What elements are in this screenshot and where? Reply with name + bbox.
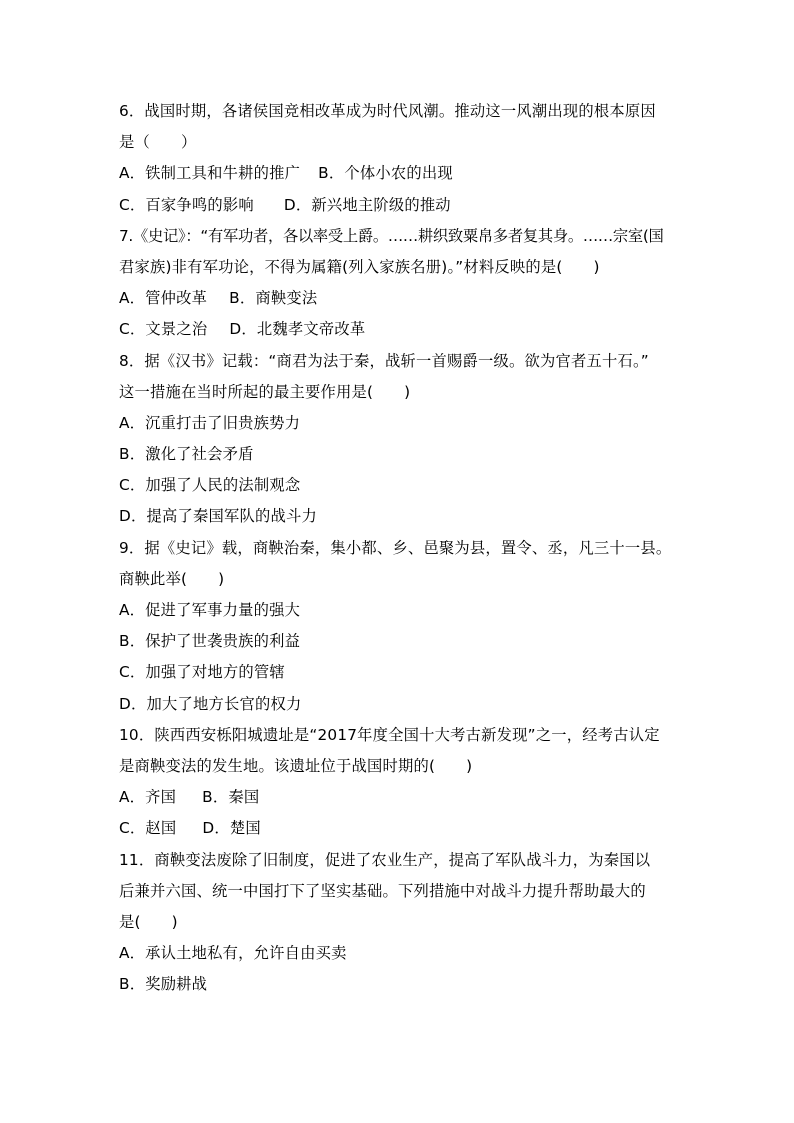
option-row xyxy=(119,283,684,314)
option-a: A．管仲改革 xyxy=(119,289,208,308)
question-text-line: 11．商鞅变法废除了旧制度，促进了农业生产，提高了军队战斗力，为秦国以 xyxy=(119,850,651,869)
option-b: B．奖励耕战 xyxy=(119,975,208,994)
question-text-line: 是（ ） xyxy=(119,133,197,152)
question-9 xyxy=(119,533,684,720)
option-d: D．新兴地主阶级的推动 xyxy=(283,195,451,214)
question-text-line: 9．据《史记》载，商鞅治秦，集小都、乡、邑聚为县，置令、丞，凡三十一县。 xyxy=(119,538,672,557)
option-c: C．加强了人民的法制观念 xyxy=(119,476,301,495)
question-text-line: 10．陕西西安栎阳城遗址是“2017年度全国十大考古新发现”之一，经考古认定 xyxy=(119,725,660,744)
option-row xyxy=(119,314,684,345)
option-c: C．加强了对地方的管辖 xyxy=(119,663,285,682)
option-d: D．楚国 xyxy=(202,819,261,838)
question-text-line: 6．战国时期，各诸侯国竞相改革成为时代风潮。推动这一风潮出现的根本原因 xyxy=(119,102,656,120)
option-d: D．加大了地方长官的权力 xyxy=(119,694,302,713)
question-11 xyxy=(119,845,684,1001)
option-d: D．提高了秦国军队的战斗力 xyxy=(119,507,317,526)
option-b: B．个体小农的出现 xyxy=(318,164,453,183)
option-row xyxy=(119,190,684,221)
option-c: C．赵国 xyxy=(119,819,177,838)
question-text-line: 是商鞅变法的发生地。该遗址位于战国时期的( ) xyxy=(119,756,473,775)
question-text-line: 是( ) xyxy=(119,912,178,931)
question-text-line: 8．据《汉书》记载：“商君为法于秦，战斩一首赐爵一级。欲为官者五十石。” xyxy=(119,351,649,370)
option-b: B．商鞅变法 xyxy=(229,289,318,308)
option-a: A．沉重打击了旧贵族势力 xyxy=(119,413,301,432)
option-row xyxy=(119,813,684,844)
question-text-line: 这一措施在当时所起的最主要作用是( ) xyxy=(119,382,411,401)
option-d: D．北魏孝文帝改革 xyxy=(229,320,366,339)
question-text-line: 君家族)非有军功论，不得为属籍(列入家族名册)。”材料反映的是( ) xyxy=(119,257,600,276)
option-b: B．保护了世袭贵族的利益 xyxy=(119,632,301,651)
question-8 xyxy=(119,346,684,533)
option-a: A．促进了军事力量的强大 xyxy=(119,601,301,619)
option-b: B．秦国 xyxy=(202,788,260,807)
option-row xyxy=(119,158,684,189)
option-a: A．齐国 xyxy=(119,788,177,807)
option-c: C．文景之治 xyxy=(119,320,208,339)
question-6 xyxy=(119,96,684,221)
question-text-line: 后兼并六国、统一中国打下了坚实基础。下列措施中对战斗力提升帮助最大的 xyxy=(119,881,646,900)
option-c: C．百家争鸣的影响 xyxy=(119,195,254,214)
question-text-line: 7.《史记》：“有军功者，各以率受上爵。……耕织致粟帛多者复其身。……宗室(国 xyxy=(119,226,664,245)
question-text-line: 商鞅此举( ) xyxy=(119,569,225,588)
option-b: B．激化了社会矛盾 xyxy=(119,445,254,464)
option-row xyxy=(119,782,684,813)
question-10 xyxy=(119,720,684,845)
option-a: A．铁制工具和牛耕的推广 xyxy=(119,164,301,183)
option-a: A．承认土地私有，允许自由买卖 xyxy=(119,944,347,963)
question-7 xyxy=(119,221,684,346)
